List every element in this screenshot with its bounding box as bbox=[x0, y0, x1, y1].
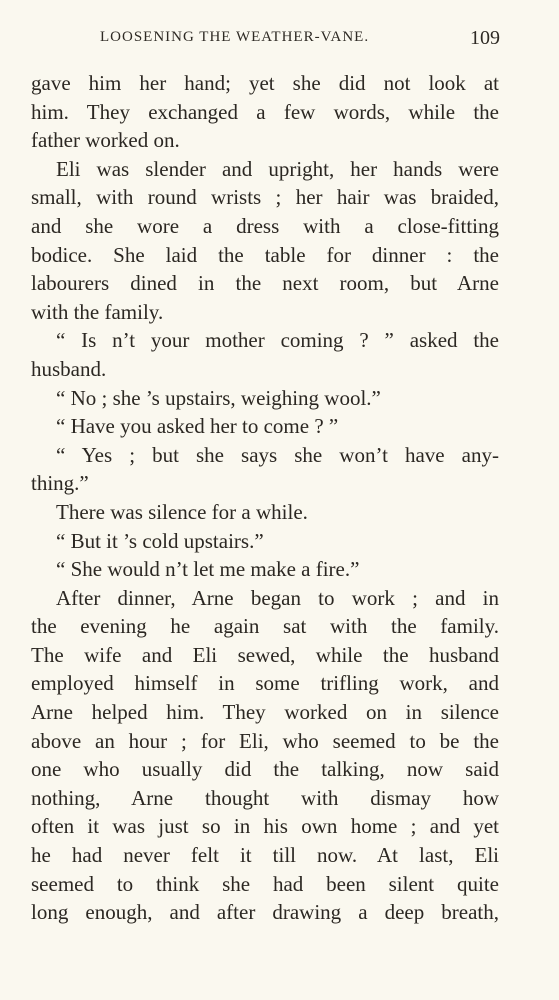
text-line: “ Yes ; but she says she won’t have any- bbox=[56, 442, 499, 467]
text-line: small, with round wrists ; her hair was braided, bbox=[31, 185, 499, 210]
text-line: he had never felt it till now. At last, Eli bbox=[31, 843, 499, 868]
text-line: “ Is n’t your mother coming ? ” asked the bbox=[56, 328, 499, 353]
text-line: thing.” bbox=[31, 471, 89, 496]
text-line: “ She would n’t let me make a fire.” bbox=[56, 557, 360, 582]
running-title: LOOSENING THE WEATHER-VANE. bbox=[100, 29, 370, 45]
text-line: bodice. She laid the table for dinner : the bbox=[31, 242, 499, 267]
text-line: “ No ; she ’s upstairs, weighing wool.” bbox=[56, 385, 381, 410]
text-line: The wife and Eli sewed, while the husband bbox=[31, 642, 499, 667]
text-line: labourers dined in the next room, but Arne bbox=[31, 271, 499, 296]
running-header bbox=[100, 27, 500, 51]
body-text bbox=[31, 69, 499, 927]
text-line: seemed to think she had been silent quite bbox=[31, 871, 499, 896]
text-line: “ But it ’s cold upstairs.” bbox=[56, 528, 264, 553]
text-line: him. They exchanged a few words, while the bbox=[31, 99, 499, 124]
text-line: Arne helped him. They worked on in silence bbox=[31, 700, 499, 725]
text-line: “ Have you asked her to come ? ” bbox=[56, 414, 339, 439]
text-line: nothing, Arne thought with dismay how bbox=[31, 785, 499, 810]
text-line: the evening he again sat with the family. bbox=[31, 614, 499, 639]
text-line: After dinner, Arne began to work ; and in bbox=[56, 585, 499, 610]
text-line: long enough, and after drawing a deep breath, bbox=[31, 900, 499, 925]
text-line: gave him her hand; yet she did not look at bbox=[31, 71, 499, 95]
page-number: 109 bbox=[470, 27, 500, 49]
text-line: father worked on. bbox=[31, 128, 180, 153]
text-line: with the family. bbox=[31, 299, 164, 324]
text-line: Eli was slender and upright, her hands were bbox=[56, 156, 499, 181]
text-line: husband. bbox=[31, 356, 107, 381]
text-line: employed himself in some trifling work, and bbox=[31, 671, 499, 696]
text-line: often it was just so in his own home ; and yet bbox=[31, 814, 499, 839]
text-line: above an hour ; for Eli, who seemed to be the bbox=[31, 728, 499, 753]
text-line: There was silence for a while. bbox=[56, 499, 308, 524]
text-line: one who usually did the talking, now said bbox=[31, 757, 499, 782]
text-line: and she wore a dress with a close-fitting bbox=[31, 213, 499, 238]
